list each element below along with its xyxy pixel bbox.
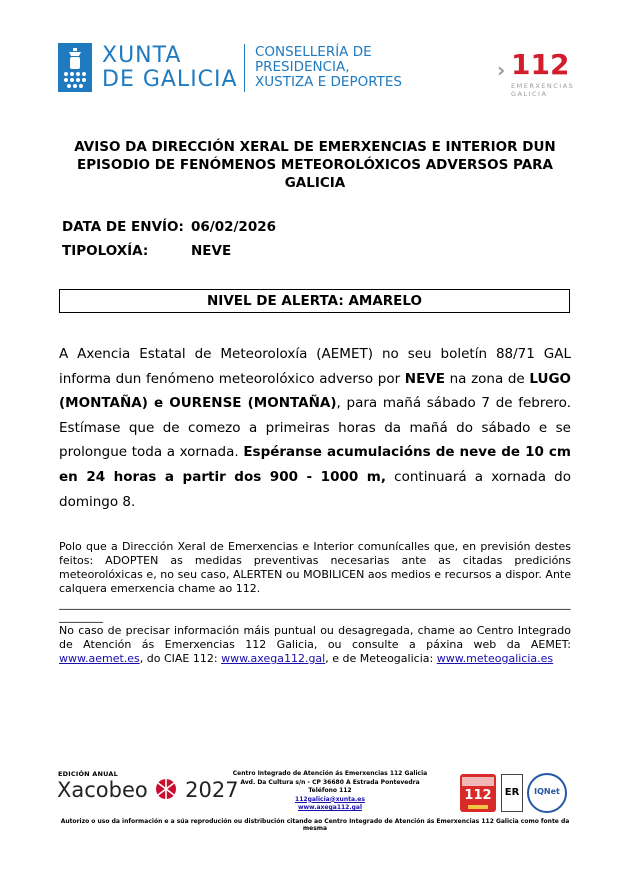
p1-d: LUGO (MONTAÑA) e OURENSE (MONTAÑA): [59, 370, 571, 412]
footer-line1: Centro Integrado de Atención ás Emerxencias 112 Galicia: [232, 770, 428, 777]
date-value: 06/02/2026: [191, 219, 277, 235]
p1-a: A Axencia Estatal de Meteoroloxía (AEMET) no seu boletín 88/71 GAL informa dun fenómeno meteorolóxico adverso por: [59, 346, 571, 387]
xacobeo-logo: [57, 778, 239, 802]
badge-er-letter: ER: [504, 787, 520, 798]
recommendation-paragraph: Polo que a Dirección Xeral de Emerxencias e Interior comunícalles que, en previsión destes feitos: ADOPTEN as medidas preventivas necesarias ante as citadas predicións meteorolóxicas e, no seu caso, ALERTEN ou MOBILICEN aos medios e recursos a dispor. Ante calquera emerxencia chame ao 112.: [59, 540, 571, 595]
xunta-logo-text: [102, 44, 238, 92]
badge112-number: 112: [464, 788, 492, 803]
logo112-number: 112: [511, 48, 570, 81]
info-text-c: , e de Meteogalicia:: [325, 652, 437, 665]
aemet-link[interactable]: www.aemet.es: [59, 652, 140, 665]
logo112-line2: GALICIA: [511, 90, 548, 98]
warning-paragraph: [59, 342, 571, 514]
alert-level-box: NIVEL DE ALERTA: AMARELO: [59, 289, 570, 313]
meteogalicia-link[interactable]: www.meteogalicia.es: [436, 652, 554, 665]
type-label: TIPOLOXÍA:: [62, 243, 149, 259]
p1-c: na zona de: [445, 370, 530, 387]
info-text-b: , do CIAE 112:: [139, 652, 222, 665]
footer-usage-note: Autorizo o uso da información e a súa reprodución ou distribución citando ao Centro Integrado de Atención ás Emerxencias 112 Galicia como fonte da mesma: [60, 818, 570, 832]
xacobeo-shell-icon: [154, 778, 178, 800]
xunta-emblem-icon: [58, 43, 92, 92]
logo112-line1: EMERXENCIAS: [511, 82, 575, 90]
badge-iqnet-text: IQNet: [534, 787, 560, 796]
certification-112-badge: [460, 774, 496, 812]
type-value: NEVE: [191, 243, 232, 259]
header-divider: [244, 44, 245, 92]
p1-f: Espéranse acumulacións de neve de 10 cm en 24 horas a partir dos 900 - 1000 m,: [59, 444, 571, 485]
document-title: [70, 138, 560, 192]
info-paragraph: [59, 624, 571, 666]
xunta-line2: DE GALICIA: [102, 67, 238, 92]
footer-web-link[interactable]: www.axega112.gal: [297, 804, 363, 811]
conselleria-line1: CONSELLERÍA DE: [255, 44, 372, 60]
title-line3: GALICIA: [284, 175, 346, 191]
axega-link[interactable]: www.axega112.gal: [221, 652, 326, 665]
p1-e: , para mañá sábado 7 de febrero. Estímase que de comezo a primeiras horas da mañá do sábado e se prolongue toda a xornada.: [59, 395, 571, 461]
footer-email-link[interactable]: 112galicia@xunta.es: [295, 795, 365, 803]
emerxencias-112-logo: [497, 48, 575, 98]
conselleria-name: [255, 45, 402, 90]
separator-line1: _____________________________________________________________________________________________: [59, 598, 571, 610]
p1-g: continuará a xornada do domingo 8.: [59, 468, 571, 510]
info-text-a: No caso de precisar información máis puntual ou desagregada, chame ao Centro Integrado de Atención ás Emerxencias 112 Galicia, ou consulte a páxina web da AEMET:: [59, 624, 571, 651]
footer-line2: Avd. Da Cultura s/n - CP 36680 A Estrada Pontevedra: [240, 778, 420, 786]
separator-line2: ________: [59, 611, 103, 623]
footer-line3: Teléfono 112: [308, 787, 352, 794]
conselleria-line3: XUSTIZA E DEPORTES: [255, 74, 402, 90]
xacobeo-year: 2027: [185, 778, 239, 802]
aenor-er-badge: [501, 774, 523, 812]
chevron-right-icon: ›: [497, 58, 506, 82]
date-label: DATA DE ENVÍO:: [62, 219, 184, 235]
edicion-anual-label: EDICIÓN ANUAL: [58, 770, 118, 778]
title-line1: AVISO DA DIRECCIÓN XERAL DE EMERXENCIAS E INTERIOR DUN: [74, 139, 556, 155]
title-line2: EPISODIO DE FENÓMENOS METEOROLÓXICOS ADVERSOS PARA: [76, 157, 554, 173]
iqnet-badge: [527, 773, 567, 813]
conselleria-line2: PRESIDENCIA,: [255, 59, 350, 75]
p1-b: NEVE: [404, 370, 445, 387]
footer-contact: [225, 770, 435, 813]
xacobeo-word: Xacobeo: [57, 778, 148, 802]
xunta-line1: XUNTA: [102, 43, 182, 68]
